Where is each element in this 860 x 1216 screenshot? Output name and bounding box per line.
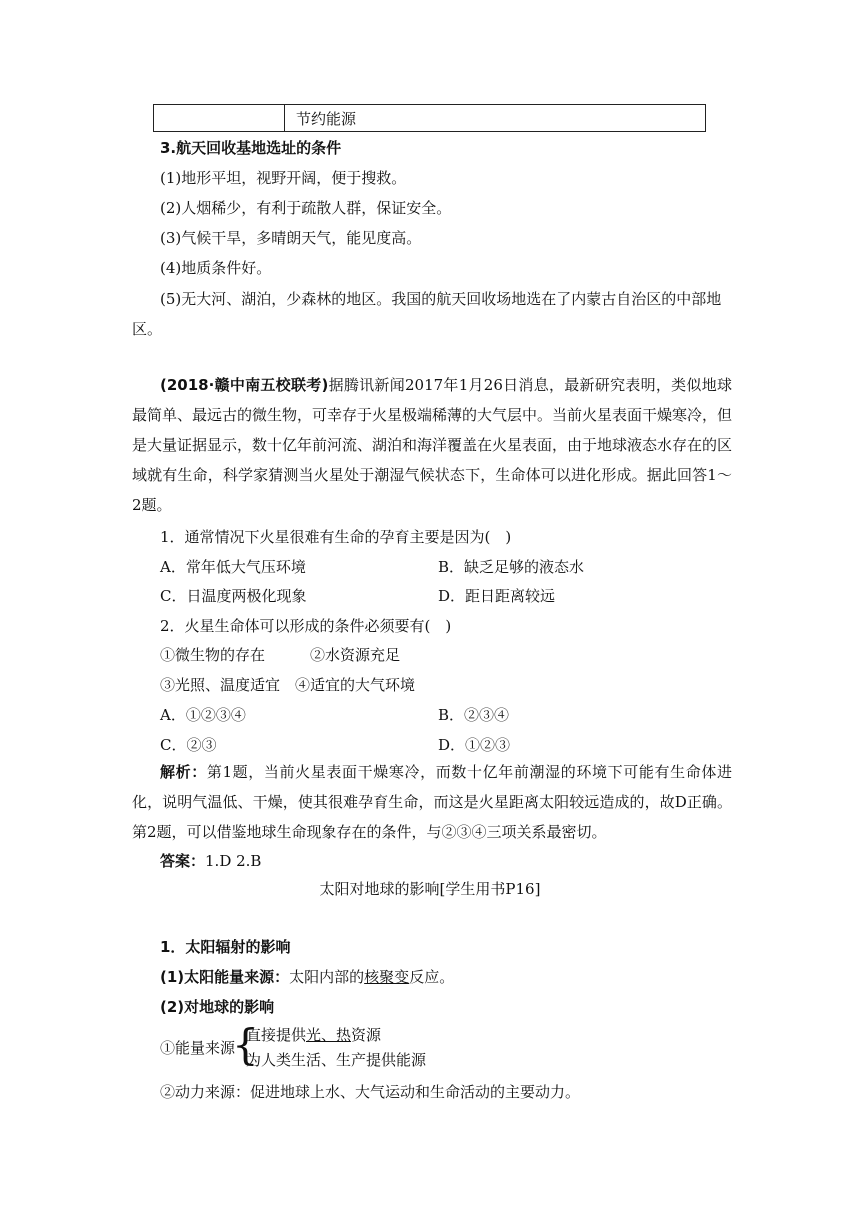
table-row [153, 104, 706, 132]
brace-line-1 [246, 1024, 381, 1045]
solar-energy-label: (1)太阳能量来源： [160, 968, 290, 986]
solar-energy-post: 反应。 [409, 968, 455, 986]
passage-text: 据腾讯新闻2017年1月26日消息，最新研究表明，类似地球最简单、最远古的微生物，可幸存于火星极端稀薄的大气层中。当前火星表面干燥寒冷，但是大量证据显示，数十亿年前河流、湖泊和海洋覆盖在火星表面，由于地球液态水存在的区域就有生命，科学家猜测当火星处于潮湿气候状态下，生命体可以进化形成。据此回答1～2题。 [132, 376, 733, 514]
q1-option-c: C．日温度两极化现象 [160, 587, 307, 605]
energy-source-label: ①能量来源 [160, 1039, 236, 1057]
brace-symbol: { [232, 1020, 259, 1069]
passage-source: (2018·赣中南五校联考) [160, 376, 329, 394]
brace-line-2: 为人类生活、生产提供能源 [246, 1051, 427, 1069]
q2-stem: 2．火星生命体可以形成的条件必须要有( ) [160, 617, 452, 635]
q1-option-a: A．常年低大气压环境 [160, 558, 306, 576]
q2-option-a: A．①②③④ [160, 706, 246, 724]
section3-item-2: (2)人烟稀少，有利于疏散人群，保证安全。 [160, 199, 452, 217]
solar-heading: 1．太阳辐射的影响 [160, 938, 291, 956]
solar-energy-source [160, 966, 454, 987]
q2-option-b: B．②③④ [438, 706, 510, 724]
brace-line-1-pre: 直接提供 [246, 1026, 307, 1044]
solar-energy-underlined: 核聚变 [364, 968, 410, 986]
analysis-text: 第1题，当前火星表面干燥寒冷，而数十亿年前潮湿的环境下可能有生命体进化，说明气温低、干燥，使其很难孕育生命，而这是火星距离太阳较远造成的，故D正确。第2题，可以借鉴地球生命现象存在的条件，与②③④三项关系最密切。 [132, 763, 732, 841]
section-title: 太阳对地球的影响[学生用书P16] [319, 880, 541, 898]
analysis-label: 解析： [160, 763, 207, 781]
section3-item-3: (3)气候干旱，多晴朗天气，能见度高。 [160, 229, 422, 247]
table-cell: 节约能源 [296, 110, 357, 128]
passage [132, 370, 732, 520]
q1-stem: 1．通常情况下火星很难有生命的孕育主要是因为( ) [160, 528, 512, 546]
q2-option-c: C．②③ [160, 736, 217, 754]
q1-option-d: D．距日距离较远 [438, 587, 556, 605]
answer [160, 850, 261, 871]
section3-item-5: (5)无大河、湖泊，少森林的地区。我国的航天回收场地选在了内蒙古自治区的中部地 [160, 290, 722, 308]
answer-label: 答案： [160, 852, 206, 870]
brace-line-1-post: 资源 [351, 1026, 382, 1044]
solar-effect-heading: (2)对地球的影响 [160, 998, 275, 1016]
brace-line-1-underlined: 光、热 [306, 1026, 352, 1044]
q2-statements-1: ①微生物的存在 ②水资源充足 [160, 646, 401, 664]
section3-heading: 3.航天回收基地选址的条件 [160, 139, 342, 157]
section3-item-4: (4)地质条件好。 [160, 259, 272, 277]
q2-option-d: D．①②③ [438, 736, 511, 754]
q1-option-b: B．缺乏足够的液态水 [438, 558, 585, 576]
section3-item-1: (1)地形平坦，视野开阔，便于搜救。 [160, 169, 407, 187]
table-divider [284, 105, 285, 131]
solar-power-source: ②动力来源：促进地球上水、大气运动和生命活动的主要动力。 [160, 1083, 581, 1101]
section3-item-5-cont: 区。 [132, 320, 163, 338]
solar-energy-pre: 太阳内部的 [289, 968, 365, 986]
answer-text: 1.D 2.B [205, 852, 262, 870]
q2-statements-2: ③光照、温度适宜 ④适宜的大气环境 [160, 676, 416, 694]
analysis [132, 757, 732, 847]
